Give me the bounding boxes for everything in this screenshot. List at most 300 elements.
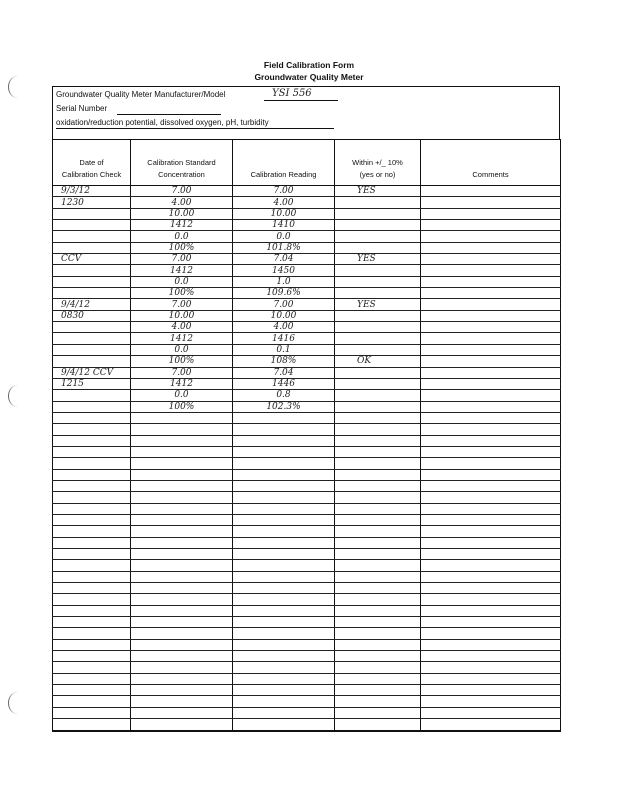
table-row (53, 639, 561, 650)
within-cell[interactable] (335, 537, 421, 548)
standard-cell[interactable]: 1412 (131, 333, 233, 344)
standard-cell[interactable] (131, 549, 233, 560)
col-comments (421, 140, 561, 186)
reading-cell[interactable]: 10.00 (233, 310, 335, 321)
table-row (53, 526, 561, 537)
date-cell[interactable] (53, 492, 131, 503)
reading-cell[interactable] (233, 492, 335, 503)
date-cell[interactable]: 1230 (53, 197, 131, 208)
within-cell[interactable] (335, 412, 421, 423)
standard-cell[interactable] (131, 503, 233, 514)
table-row (53, 265, 561, 276)
table-row (53, 322, 561, 333)
reading-cell[interactable] (233, 424, 335, 435)
standard-cell[interactable]: 100% (131, 401, 233, 412)
punch-hole (8, 692, 27, 714)
reading-cell[interactable] (233, 549, 335, 560)
table-row (53, 446, 561, 457)
reading-cell[interactable] (233, 628, 335, 639)
reading-cell[interactable]: 1450 (233, 265, 335, 276)
table-row (53, 560, 561, 571)
comments-cell[interactable] (421, 526, 561, 537)
standard-cell[interactable]: 4.00 (131, 322, 233, 333)
table-row (53, 651, 561, 662)
reading-cell[interactable] (233, 651, 335, 662)
standard-cell[interactable] (131, 526, 233, 537)
comments-cell[interactable] (421, 492, 561, 503)
comments-cell[interactable] (421, 424, 561, 435)
comments-cell[interactable] (421, 639, 561, 650)
within-cell[interactable] (335, 583, 421, 594)
within-cell[interactable] (335, 310, 421, 321)
table-row (53, 378, 561, 389)
reading-cell[interactable]: 4.00 (233, 322, 335, 333)
col-reading-label: Calibration Reading (250, 170, 317, 179)
within-cell[interactable]: OK (335, 356, 421, 367)
reading-cell[interactable]: 1410 (233, 220, 335, 231)
reading-cell[interactable]: 1.0 (233, 276, 335, 287)
date-cell[interactable]: 1215 (53, 378, 131, 389)
standard-cell[interactable]: 100% (131, 242, 233, 253)
table-row (53, 685, 561, 696)
within-cell[interactable] (335, 651, 421, 662)
within-cell[interactable] (335, 503, 421, 514)
table-row (53, 299, 561, 310)
table-row (53, 412, 561, 423)
date-cell[interactable] (53, 412, 131, 423)
within-cell[interactable] (335, 424, 421, 435)
form-title: Field Calibration Form (263, 60, 355, 70)
comments-cell[interactable] (421, 673, 561, 684)
comments-cell[interactable] (421, 685, 561, 696)
col-within (335, 140, 421, 186)
reading-cell[interactable] (233, 458, 335, 469)
reading-cell[interactable]: 108% (233, 356, 335, 367)
within-cell[interactable] (335, 639, 421, 650)
comments-cell[interactable] (421, 480, 561, 491)
within-cell[interactable] (335, 685, 421, 696)
reading-cell[interactable]: 102.3% (233, 401, 335, 412)
within-cell[interactable] (335, 344, 421, 355)
comments-cell[interactable] (421, 186, 561, 197)
table-row (53, 594, 561, 605)
date-cell[interactable] (53, 220, 131, 231)
standard-cell[interactable] (131, 492, 233, 503)
date-cell[interactable] (53, 673, 131, 684)
comments-cell[interactable] (421, 469, 561, 480)
table-row (53, 480, 561, 491)
serial-underline (117, 114, 221, 115)
table-row (53, 356, 561, 367)
standard-cell[interactable]: 7.00 (131, 367, 233, 378)
date-cell[interactable] (53, 265, 131, 276)
date-cell[interactable] (53, 401, 131, 412)
table-row (53, 628, 561, 639)
reading-cell[interactable]: 7.00 (233, 299, 335, 310)
within-cell[interactable] (335, 594, 421, 605)
standard-cell[interactable]: 1412 (131, 220, 233, 231)
comments-cell[interactable] (421, 662, 561, 673)
reading-cell[interactable] (233, 617, 335, 628)
reading-cell[interactable] (233, 605, 335, 616)
within-cell[interactable]: YES (335, 299, 421, 310)
comments-cell[interactable] (421, 242, 561, 253)
within-cell[interactable] (335, 242, 421, 253)
standard-cell[interactable]: 1412 (131, 265, 233, 276)
comments-cell[interactable] (421, 571, 561, 582)
standard-cell[interactable] (131, 685, 233, 696)
standard-cell[interactable] (131, 469, 233, 480)
comments-cell[interactable] (421, 197, 561, 208)
date-cell[interactable]: 9/4/12 (53, 299, 131, 310)
comments-cell[interactable] (421, 412, 561, 423)
standard-cell[interactable] (131, 594, 233, 605)
standard-cell[interactable] (131, 458, 233, 469)
comments-cell[interactable] (421, 231, 561, 242)
standard-cell[interactable]: 4.00 (131, 197, 233, 208)
date-cell[interactable] (53, 685, 131, 696)
reading-cell[interactable] (233, 560, 335, 571)
standard-cell[interactable] (131, 571, 233, 582)
date-cell[interactable] (53, 526, 131, 537)
standard-cell[interactable]: 0.0 (131, 344, 233, 355)
standard-cell[interactable]: 0.0 (131, 390, 233, 401)
reading-cell[interactable] (233, 469, 335, 480)
table-row (53, 503, 561, 514)
date-cell[interactable]: 9/4/12 CCV (53, 367, 131, 378)
table-row (53, 696, 561, 707)
date-cell[interactable] (53, 662, 131, 673)
date-cell[interactable] (53, 344, 131, 355)
comments-cell[interactable] (421, 560, 561, 571)
within-cell[interactable] (335, 662, 421, 673)
within-cell[interactable] (335, 526, 421, 537)
standard-cell[interactable]: 100% (131, 356, 233, 367)
date-cell[interactable] (53, 231, 131, 242)
comments-cell[interactable] (421, 651, 561, 662)
within-cell[interactable] (335, 719, 421, 731)
within-cell[interactable] (335, 231, 421, 242)
reading-cell[interactable]: 7.04 (233, 254, 335, 265)
parameters-text: oxidation/reduction potential, dissolved oxygen, pH, turbidity (56, 118, 269, 127)
col-date-label: Date of Calibration Check (61, 158, 122, 179)
comments-cell[interactable] (421, 322, 561, 333)
within-cell[interactable]: YES (335, 186, 421, 197)
standard-cell[interactable] (131, 696, 233, 707)
date-cell[interactable] (53, 719, 131, 731)
standard-cell[interactable] (131, 435, 233, 446)
date-cell[interactable]: CCV (53, 254, 131, 265)
date-cell[interactable] (53, 639, 131, 650)
table-row (53, 435, 561, 446)
within-cell[interactable] (335, 628, 421, 639)
date-cell[interactable] (53, 514, 131, 525)
date-cell[interactable] (53, 288, 131, 299)
comments-cell[interactable] (421, 503, 561, 514)
date-cell[interactable] (53, 617, 131, 628)
reading-cell[interactable] (233, 707, 335, 718)
standard-cell[interactable]: 10.00 (131, 310, 233, 321)
col-date (53, 140, 131, 186)
within-cell[interactable] (335, 265, 421, 276)
table-row (53, 617, 561, 628)
comments-cell[interactable] (421, 617, 561, 628)
within-cell[interactable] (335, 208, 421, 219)
within-cell[interactable] (335, 707, 421, 718)
date-cell[interactable] (53, 322, 131, 333)
standard-cell[interactable] (131, 628, 233, 639)
col-within-label: Within +/_ 10% (yes or no) (352, 158, 403, 179)
within-cell[interactable]: YES (335, 254, 421, 265)
date-cell[interactable] (53, 560, 131, 571)
reading-cell[interactable] (233, 537, 335, 548)
within-cell[interactable] (335, 378, 421, 389)
col-standard-label: Calibration Standard Concentration (147, 158, 216, 179)
table-row (53, 424, 561, 435)
comments-cell[interactable] (421, 458, 561, 469)
table-row (53, 673, 561, 684)
table-row (53, 220, 561, 231)
table-row (53, 549, 561, 560)
within-cell[interactable] (335, 549, 421, 560)
date-cell[interactable] (53, 242, 131, 253)
comments-cell[interactable] (421, 605, 561, 616)
table-row (53, 571, 561, 582)
comments-cell[interactable] (421, 401, 561, 412)
table-row (53, 514, 561, 525)
date-cell[interactable] (53, 390, 131, 401)
table-row (53, 231, 561, 242)
comments-cell[interactable] (421, 367, 561, 378)
reading-cell[interactable] (233, 571, 335, 582)
date-cell[interactable] (53, 208, 131, 219)
comments-cell[interactable] (421, 276, 561, 287)
comments-cell[interactable] (421, 446, 561, 457)
standard-cell[interactable]: 1412 (131, 378, 233, 389)
table-row (53, 186, 561, 197)
reading-cell[interactable]: 1416 (233, 333, 335, 344)
table-row (53, 662, 561, 673)
reading-cell[interactable]: 0.8 (233, 390, 335, 401)
reading-cell[interactable] (233, 412, 335, 423)
standard-cell[interactable]: 10.00 (131, 208, 233, 219)
date-cell[interactable] (53, 696, 131, 707)
date-cell[interactable] (53, 469, 131, 480)
standard-cell[interactable] (131, 537, 233, 548)
date-cell[interactable] (53, 356, 131, 367)
date-cell[interactable] (53, 435, 131, 446)
standard-cell[interactable] (131, 719, 233, 731)
within-cell[interactable] (335, 446, 421, 457)
within-cell[interactable] (335, 322, 421, 333)
reading-cell[interactable]: 10.00 (233, 208, 335, 219)
within-cell[interactable] (335, 480, 421, 491)
standard-cell[interactable] (131, 446, 233, 457)
date-cell[interactable] (53, 571, 131, 582)
within-cell[interactable] (335, 571, 421, 582)
date-cell[interactable] (53, 503, 131, 514)
date-cell[interactable] (53, 594, 131, 605)
reading-cell[interactable] (233, 696, 335, 707)
table-row (53, 401, 561, 412)
standard-cell[interactable] (131, 560, 233, 571)
comments-cell[interactable] (421, 594, 561, 605)
comments-cell[interactable] (421, 696, 561, 707)
date-cell[interactable] (53, 549, 131, 560)
comments-cell[interactable] (421, 356, 561, 367)
within-cell[interactable] (335, 220, 421, 231)
reading-cell[interactable]: 0.0 (233, 231, 335, 242)
within-cell[interactable] (335, 390, 421, 401)
table-row (53, 276, 561, 287)
within-cell[interactable] (335, 367, 421, 378)
reading-cell[interactable] (233, 673, 335, 684)
standard-cell[interactable]: 7.00 (131, 254, 233, 265)
manufacturer-value[interactable]: YSI 556 (272, 88, 312, 99)
standard-cell[interactable] (131, 480, 233, 491)
table-row (53, 208, 561, 219)
table-row (53, 492, 561, 503)
comments-cell[interactable] (421, 299, 561, 310)
table-row (53, 288, 561, 299)
standard-cell[interactable] (131, 639, 233, 650)
comments-cell[interactable] (421, 628, 561, 639)
comments-cell[interactable] (421, 719, 561, 731)
comments-cell[interactable] (421, 707, 561, 718)
reading-cell[interactable] (233, 685, 335, 696)
date-cell[interactable] (53, 605, 131, 616)
form-subtitle: Groundwater Quality Meter (254, 72, 364, 82)
standard-cell[interactable]: 7.00 (131, 186, 233, 197)
standard-cell[interactable] (131, 707, 233, 718)
reading-cell[interactable] (233, 480, 335, 491)
date-cell[interactable]: 9/3/12 (53, 186, 131, 197)
reading-cell[interactable] (233, 639, 335, 650)
date-cell[interactable] (53, 276, 131, 287)
table-row (53, 333, 561, 344)
table-row (53, 242, 561, 253)
comments-cell[interactable] (421, 310, 561, 321)
col-reading (233, 140, 335, 186)
date-cell[interactable] (53, 480, 131, 491)
col-comments-label: Comments (472, 170, 509, 179)
date-cell[interactable]: 0830 (53, 310, 131, 321)
reading-cell[interactable] (233, 446, 335, 457)
within-cell[interactable] (335, 514, 421, 525)
within-cell[interactable] (335, 197, 421, 208)
standard-cell[interactable] (131, 673, 233, 684)
standard-cell[interactable]: 7.00 (131, 299, 233, 310)
date-cell[interactable] (53, 628, 131, 639)
manufacturer-label: Groundwater Quality Meter Manufacturer/Model (56, 90, 226, 99)
within-cell[interactable] (335, 333, 421, 344)
comments-cell[interactable] (421, 254, 561, 265)
reading-cell[interactable] (233, 662, 335, 673)
reading-cell[interactable]: 109.6% (233, 288, 335, 299)
reading-cell[interactable] (233, 514, 335, 525)
reading-cell[interactable] (233, 594, 335, 605)
comments-cell[interactable] (421, 265, 561, 276)
comments-cell[interactable] (421, 288, 561, 299)
standard-cell[interactable] (131, 583, 233, 594)
date-cell[interactable] (53, 333, 131, 344)
reading-cell[interactable]: 7.04 (233, 367, 335, 378)
standard-cell[interactable] (131, 605, 233, 616)
comments-cell[interactable] (421, 549, 561, 560)
within-cell[interactable] (335, 492, 421, 503)
reading-cell[interactable]: 0.1 (233, 344, 335, 355)
standard-cell[interactable] (131, 651, 233, 662)
table-row (53, 197, 561, 208)
within-cell[interactable] (335, 605, 421, 616)
standard-cell[interactable]: 0.0 (131, 231, 233, 242)
within-cell[interactable] (335, 435, 421, 446)
within-cell[interactable] (335, 617, 421, 628)
reading-cell[interactable] (233, 719, 335, 731)
table-row (53, 390, 561, 401)
reading-cell[interactable] (233, 435, 335, 446)
within-cell[interactable] (335, 696, 421, 707)
date-cell[interactable] (53, 537, 131, 548)
col-standard (131, 140, 233, 186)
within-cell[interactable] (335, 276, 421, 287)
reading-cell[interactable]: 101.8% (233, 242, 335, 253)
standard-cell[interactable]: 100% (131, 288, 233, 299)
comments-cell[interactable] (421, 344, 561, 355)
standard-cell[interactable] (131, 424, 233, 435)
comments-cell[interactable] (421, 514, 561, 525)
within-cell[interactable] (335, 560, 421, 571)
comments-cell[interactable] (421, 390, 561, 401)
date-cell[interactable] (53, 651, 131, 662)
standard-cell[interactable] (131, 617, 233, 628)
comments-cell[interactable] (421, 583, 561, 594)
within-cell[interactable] (335, 673, 421, 684)
table-row (53, 310, 561, 321)
within-cell[interactable] (335, 401, 421, 412)
comments-cell[interactable] (421, 378, 561, 389)
standard-cell[interactable] (131, 662, 233, 673)
serial-label: Serial Number (56, 104, 108, 113)
date-cell[interactable] (53, 707, 131, 718)
date-cell[interactable] (53, 458, 131, 469)
reading-cell[interactable]: 1446 (233, 378, 335, 389)
within-cell[interactable] (335, 288, 421, 299)
date-cell[interactable] (53, 583, 131, 594)
within-cell[interactable] (335, 469, 421, 480)
comments-cell[interactable] (421, 435, 561, 446)
reading-cell[interactable]: 7.00 (233, 186, 335, 197)
standard-cell[interactable] (131, 514, 233, 525)
comments-cell[interactable] (421, 208, 561, 219)
reading-cell[interactable] (233, 583, 335, 594)
table-row (53, 605, 561, 616)
comments-cell[interactable] (421, 333, 561, 344)
date-cell[interactable] (53, 446, 131, 457)
reading-cell[interactable] (233, 526, 335, 537)
standard-cell[interactable]: 0.0 (131, 276, 233, 287)
date-cell[interactable] (53, 424, 131, 435)
comments-cell[interactable] (421, 537, 561, 548)
reading-cell[interactable] (233, 503, 335, 514)
comments-cell[interactable] (421, 220, 561, 231)
table-row (53, 458, 561, 469)
reading-cell[interactable]: 4.00 (233, 197, 335, 208)
within-cell[interactable] (335, 458, 421, 469)
table-row (53, 719, 561, 731)
standard-cell[interactable] (131, 412, 233, 423)
table-header-row (53, 140, 561, 186)
